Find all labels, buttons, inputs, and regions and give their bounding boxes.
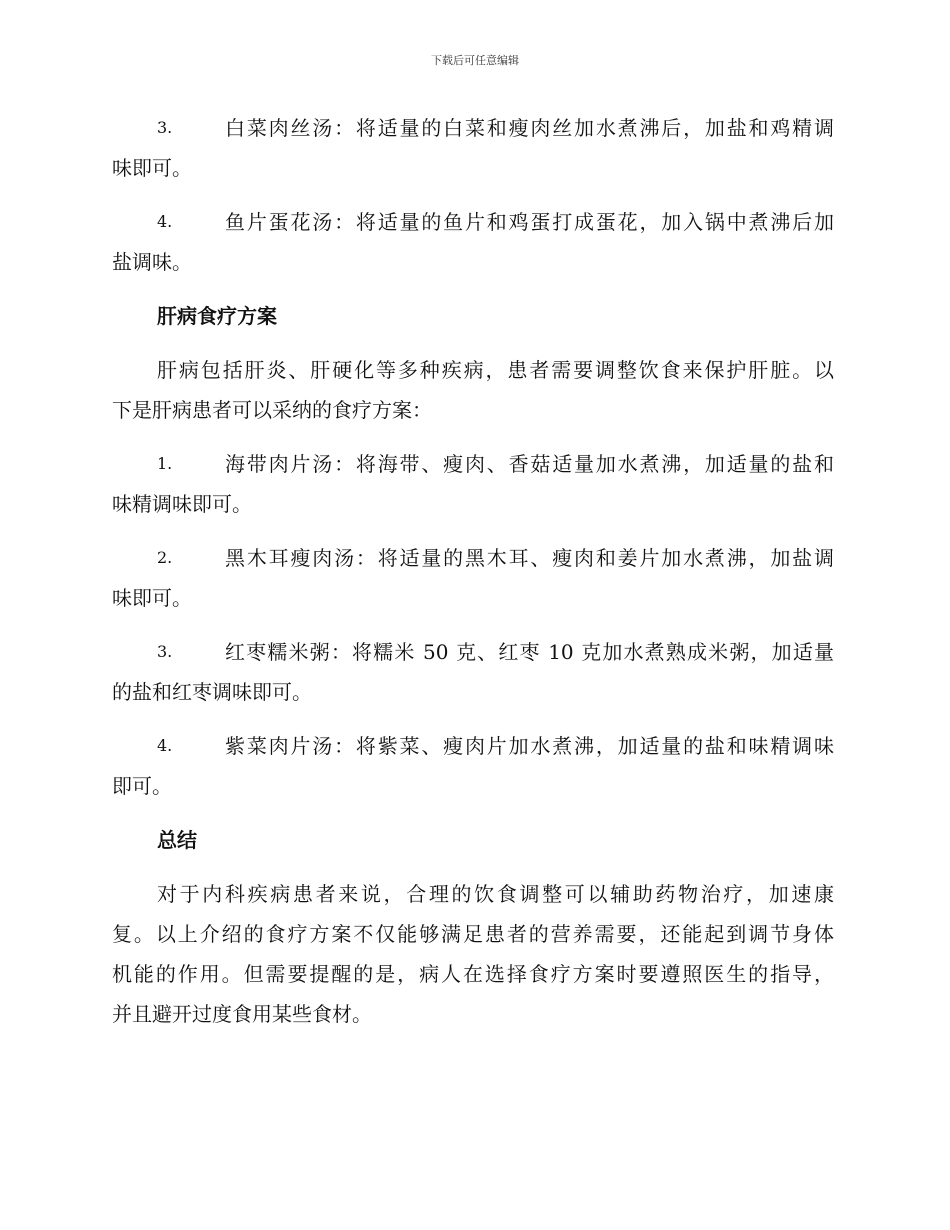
list-number: 3. — [157, 118, 173, 137]
paragraph-line: 复。以上介绍的食疗方案不仅能够满足患者的营养需要，还能起到调节身体 — [112, 922, 834, 946]
list-item — [112, 108, 834, 188]
paragraph-line: 机能的作用。但需要提醒的是，病人在选择食疗方案时要遵照医生的指导， — [112, 962, 834, 986]
list-item — [112, 726, 834, 806]
paragraph-line: 对于内科疾病患者来说，合理的饮食调整可以辅助药物治疗，加速康 — [157, 882, 834, 906]
section-heading: 总结 — [157, 828, 197, 852]
list-item — [112, 538, 834, 618]
paragraph-line: 并且避开过度食用某些食材。 — [112, 1002, 372, 1026]
list-item — [112, 202, 834, 282]
paragraph — [112, 874, 834, 1034]
page-header: 下载后可任意编辑 — [431, 54, 519, 67]
list-number: 3. — [157, 642, 173, 661]
list-text: 鱼片蛋花汤：将适量的鱼片和鸡蛋打成蛋花，加入锅中煮沸后加 — [225, 210, 834, 234]
list-text-continued: 盐调味。 — [112, 250, 192, 274]
section-heading: 肝病食疗方案 — [157, 304, 277, 328]
paragraph-line: 肝病包括肝炎、肝硬化等多种疾病，患者需要调整饮食来保护肝脏。以 — [157, 358, 834, 382]
list-text: 红枣糯米粥：将糯米 50 克、红枣 10 克加水煮熟成米粥，加适量 — [225, 640, 834, 664]
list-item — [112, 444, 834, 524]
list-item — [112, 632, 834, 712]
list-number: 4. — [157, 736, 173, 755]
document-body — [112, 108, 834, 1048]
paragraph — [112, 350, 834, 430]
list-text-continued: 味精调味即可。 — [112, 492, 252, 516]
list-text-continued: 味即可。 — [112, 586, 192, 610]
list-text: 紫菜肉片汤：将紫菜、瘦肉片加水煮沸，加适量的盐和味精调味 — [225, 734, 834, 758]
paragraph-line: 下是肝病患者可以采纳的食疗方案： — [112, 398, 432, 422]
list-text: 白菜肉丝汤：将适量的白菜和瘦肉丝加水煮沸后，加盐和鸡精调 — [225, 116, 834, 140]
list-text: 海带肉片汤：将海带、瘦肉、香菇适量加水煮沸，加适量的盐和 — [225, 452, 834, 476]
list-number: 4. — [157, 212, 173, 231]
list-text: 黑木耳瘦肉汤：将适量的黑木耳、瘦肉和姜片加水煮沸，加盐调 — [225, 546, 834, 570]
list-text-continued: 的盐和红枣调味即可。 — [112, 680, 312, 704]
list-number: 2. — [157, 548, 173, 567]
list-text-continued: 即可。 — [112, 774, 172, 798]
list-number: 1. — [157, 454, 173, 473]
list-text-continued: 味即可。 — [112, 156, 192, 180]
